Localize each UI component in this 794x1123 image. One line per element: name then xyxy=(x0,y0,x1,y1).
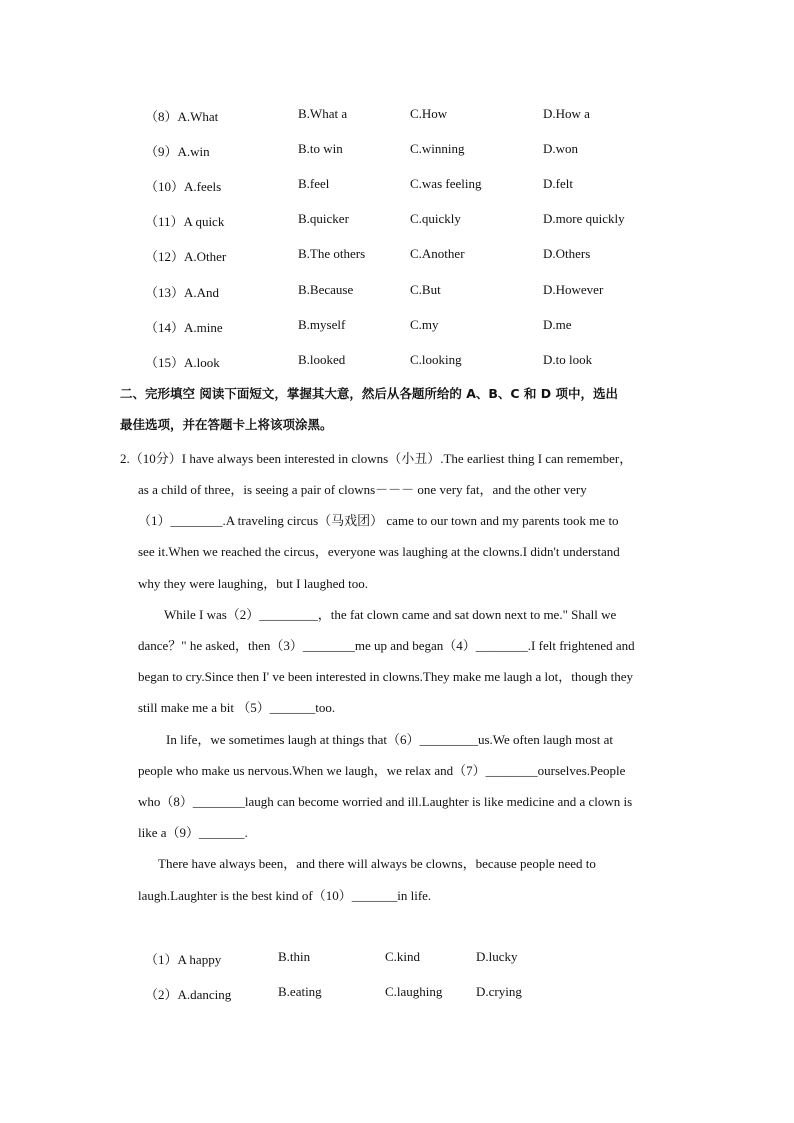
passage-line: There have always been，and there will always be clowns，because people need to xyxy=(158,856,596,871)
option-row xyxy=(0,317,794,335)
option-d: D.crying xyxy=(476,984,522,999)
option-a: （11）A quick xyxy=(145,214,225,229)
section-title-line2: 最佳选项，并在答题卡上将该项涂黑。 xyxy=(120,417,333,432)
option-b: B.What a xyxy=(298,106,348,121)
option-c: C.laughing xyxy=(385,984,443,999)
option-row xyxy=(0,211,794,229)
passage-line: laugh.Laughter is the best kind of（10）_______in life. xyxy=(138,888,432,903)
option-d: D.won xyxy=(543,141,579,156)
option-row xyxy=(0,141,794,159)
passage-line: like a（9）_______. xyxy=(138,825,248,840)
passage-line: still make me a bit （5）_______too. xyxy=(138,700,336,715)
option-c: C.kind xyxy=(385,949,421,964)
option-d: D.Others xyxy=(543,246,591,261)
passage-line: In life，we sometimes laugh at things that（6）_________us.We often laugh most at xyxy=(166,732,614,747)
passage-line: dance？" he asked，then（3）________me up and began（4）________.I felt frightened and xyxy=(138,638,635,653)
option-c: C.winning xyxy=(410,141,465,156)
question-heading: 2.（10分）I have always been interested in clowns（小丑）.The earliest thing I can remember， xyxy=(120,451,633,466)
passage-line: why they were laughing，but I laughed too. xyxy=(138,576,368,591)
section-title xyxy=(120,378,680,440)
option-row xyxy=(0,949,794,967)
option-b: B.Because xyxy=(298,282,354,297)
option-a: （12）A.Other xyxy=(145,249,227,264)
option-a: （15）A.look xyxy=(145,355,220,370)
option-row xyxy=(0,352,794,370)
option-row xyxy=(0,176,794,194)
option-b: B.feel xyxy=(298,176,330,191)
option-d: D.to look xyxy=(543,352,593,367)
option-c: C.How xyxy=(410,106,448,121)
option-b: B.looked xyxy=(298,352,346,367)
option-b: B.The others xyxy=(298,246,366,261)
option-a: （1）A happy xyxy=(145,952,222,967)
passage-line: who（8）________laugh can become worried and ill.Laughter is like medicine and a clown is xyxy=(138,794,633,809)
option-c: C.But xyxy=(410,282,441,297)
option-row xyxy=(0,282,794,300)
option-b: B.quicker xyxy=(298,211,349,226)
option-c: C.was feeling xyxy=(410,176,482,191)
option-a: （8）A.What xyxy=(145,109,219,124)
section-title-line1: 二、完形填空 阅读下面短文，掌握其大意，然后从各题所给的 A、B、C 和 D 项中，选出 xyxy=(120,386,619,401)
option-a: （14）A.mine xyxy=(145,320,223,335)
option-a: （10）A.feels xyxy=(145,179,222,194)
passage-line: as a child of three，is seeing a pair of clowns－－－ one very fat，and the other very xyxy=(138,482,587,497)
option-c: C.my xyxy=(410,317,439,332)
option-c: C.looking xyxy=(410,352,462,367)
passage-line: began to cry.Since then I' ve been interested in clowns.They make me laugh a lot，though they xyxy=(138,669,633,684)
option-a: （9）A.win xyxy=(145,144,210,159)
option-c: C.Another xyxy=(410,246,465,261)
option-b: B.thin xyxy=(278,949,311,964)
passage-line: people who make us nervous.When we laugh，we relax and（7）________ourselves.People xyxy=(138,763,626,778)
option-b: B.to win xyxy=(298,141,343,156)
option-d: D.lucky xyxy=(476,949,518,964)
option-d: D.How a xyxy=(543,106,590,121)
option-c: C.quickly xyxy=(410,211,461,226)
option-row xyxy=(0,106,794,124)
passage-line: While I was（2）_________，the fat clown came and sat down next to me." Shall we xyxy=(164,607,617,622)
option-d: D.me xyxy=(543,317,572,332)
option-b: B.myself xyxy=(298,317,346,332)
passage-line: （1）________.A traveling circus（马戏团） came to our town and my parents took me to xyxy=(138,513,619,528)
option-b: B.eating xyxy=(278,984,322,999)
passage-line: see it.When we reached the circus，everyone was laughing at the clowns.I didn't understand xyxy=(138,544,620,559)
option-a: （13）A.And xyxy=(145,285,220,300)
option-row xyxy=(0,984,794,1002)
option-d: D.However xyxy=(543,282,604,297)
option-d: D.felt xyxy=(543,176,573,191)
option-d: D.more quickly xyxy=(543,211,625,226)
option-row xyxy=(0,246,794,264)
option-a: （2）A.dancing xyxy=(145,987,232,1002)
